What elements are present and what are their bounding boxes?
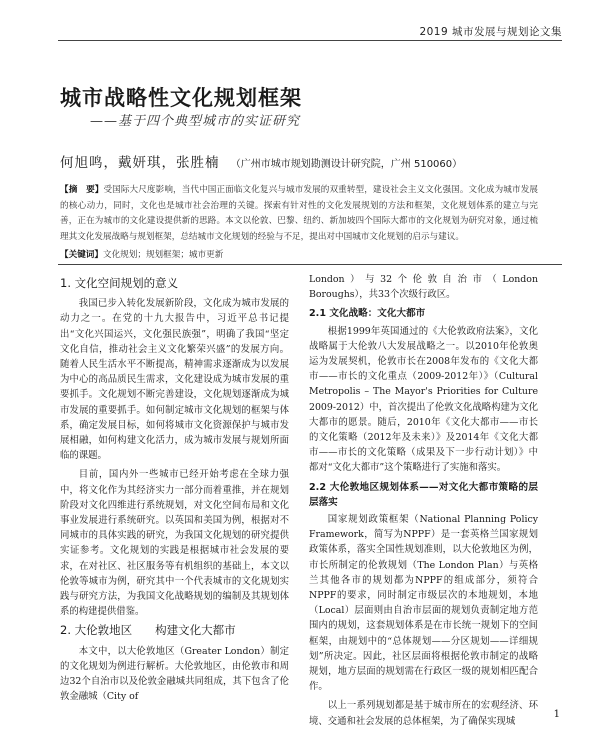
abstract: [60, 183, 538, 245]
right-column: [309, 272, 538, 733]
keywords-label: 【关键词】: [60, 250, 103, 260]
author-names: 何旭鸣，戴妍琪，张胜楠: [60, 155, 220, 171]
page-number: 1: [553, 709, 560, 720]
author-affiliation: （广州市城市规划勘测设计研究院，广州 510060）: [230, 159, 463, 170]
section-2-paragraph-1: 本文中，以大伦敦地区（Greater London）制定的文化规划为例进行解析。大伦敦地区，由伦敦市和周边32个自治市以及伦敦金融城共同组成，其下包含了伦敦金融城（City of: [60, 645, 289, 703]
author-line: [60, 151, 462, 171]
section-2-1-paragraph: 根据1999年英国通过的《大伦敦政府法案》，文化战略属于大伦敦八大发展战略之一。以2010年伦敦奥运为发展契机，伦敦市长在2008年发布的《文化大都市——市长的文化重点（2009-2012年）》（Cultural Metropolis – The Mayor's Priorities for Culture 2009-2012）中，首次提出了伦敦文化战略构建为文化大都市的愿景。随后，2010年《文化大都市——市长的文化策略（2012年及未来）》及2014年《文化大都市——市长的文化策略（成果及下一步行动计划）》中都对“文化大都市”这个策略进行了实施和落实。: [309, 325, 539, 474]
section-1-heading: 1. 文化空间规划的意义: [60, 276, 179, 290]
continued-paragraph: London）与32个伦敦自治市（London Boroughs），共33个次级行政区。: [309, 274, 538, 301]
paper-subtitle: ——基于四个典型城市的实证研究: [90, 114, 301, 129]
left-column: [60, 272, 289, 708]
section-1-paragraph-1: 我国已步入转化发展新阶段，文化成为城市发展的动力之一。在党的十九大报告中，习近平总书记提出“文化兴国运兴，文化强民族强”，明确了我国“坚定文化自信，推动社会主义文化繁荣兴盛”的发展方向。随着人民生活水平不断提高，精神需求逐渐成为以发展为中心的高品质民生需求，文化建设成为城市发展的重要抓手。文化规划不断完善建设，文化规划逐渐成为城市发展的重要抓手。如何制定城市文化规划的框架与体系，确定发展目标，如何将城市文化资源保护与城市发展相融，如何构建文化活力，成为城市发展与规划所面临的课题。: [60, 298, 289, 462]
keywords-text: 文化规划；规划框架；城市更新: [102, 250, 224, 260]
section-2-2-heading: 2.2 大伦敦地区规划体系——对文化大都市策略的层层落实: [309, 481, 538, 508]
running-header: 2019 城市发展与规划论文集: [419, 26, 562, 38]
paper-title: 城市战略性文化规划框架: [60, 86, 302, 110]
section-rule: [58, 264, 562, 265]
header-rule: [58, 40, 562, 41]
abstract-label: 【摘 要】: [60, 185, 104, 195]
section-2-1-heading: 2.1 文化战略：文化大都市: [309, 308, 426, 320]
section-2-2-paragraph-2: 以上一系列规划都是基于城市所在的宏观经济、环境、交通和社会发展的总体框架，为了确保实现城: [309, 700, 538, 727]
section-2-2-paragraph-1: 国家规划政策框架（National Planning Policy Framework，简写为NPPF）是一套英格兰国家规划政策体系，落实全国性规划准则，以大伦敦地区为例，市长所制定的伦敦规划（The London Plan）与英格兰其他各市的规划都为NPPF的组成部分，须符合NPPF的要求，同时制定市级层次的本地规划，本地（Local）层面则由自治市层面的规划负责制定地方范围内的规划，这套规划体系是在市长统一规划下的空间框架，由规划中的“总体规划——分区规划——详细规划”所决定。因此，社区层面将根据伦敦市制定的战略规划，地方层面的规划需在行政区一级的规划相匹配合作。: [309, 514, 538, 693]
section-2-heading: 2. 大伦敦地区 构建文化大都市: [60, 623, 236, 638]
abstract-text: 受国际大尺度影响，当代中国正面临文化复兴与城市发展的双重转型，建设社会主义文化强国。文化成为城市发展的核心动力，同时，文化也是城市社会治理的关键。探索有针对性的文化发展规划的方法和框架，文化规划体系的建立与完善，正在为城市的文化建设提供新的思路。本文以伦敦、巴黎、纽约、新加坡四个国际大都市的文化规划为研究对象，通过梳理其文化发展战略与规划框架，总结城市文化规划的经验与不足，提出对中国城市文化规划的启示与建议。: [60, 185, 538, 242]
keywords: [60, 248, 223, 260]
section-1-paragraph-2: 目前，国内外一些城市已经开始考虑在全球力强中，将文化作为其经济实力一部分而着重推，并在规划阶段对文化四维进行系统规划，对文化空间布局和文化事业发展进行系统研究。以英国和美国为例，根据对不同城市的具体实践的研究，为我国文化规划的研究提供实证参考。文化规划的实践是根据城市社会发展的要求，在对社区、社区服务等有机组织的基础上，本文以伦敦等城市为例，研究其中一个代表城市的文化规划实践与研究方法，为我国文化战略规划的编制及其规划体系的构建提供借鉴。: [60, 469, 289, 618]
